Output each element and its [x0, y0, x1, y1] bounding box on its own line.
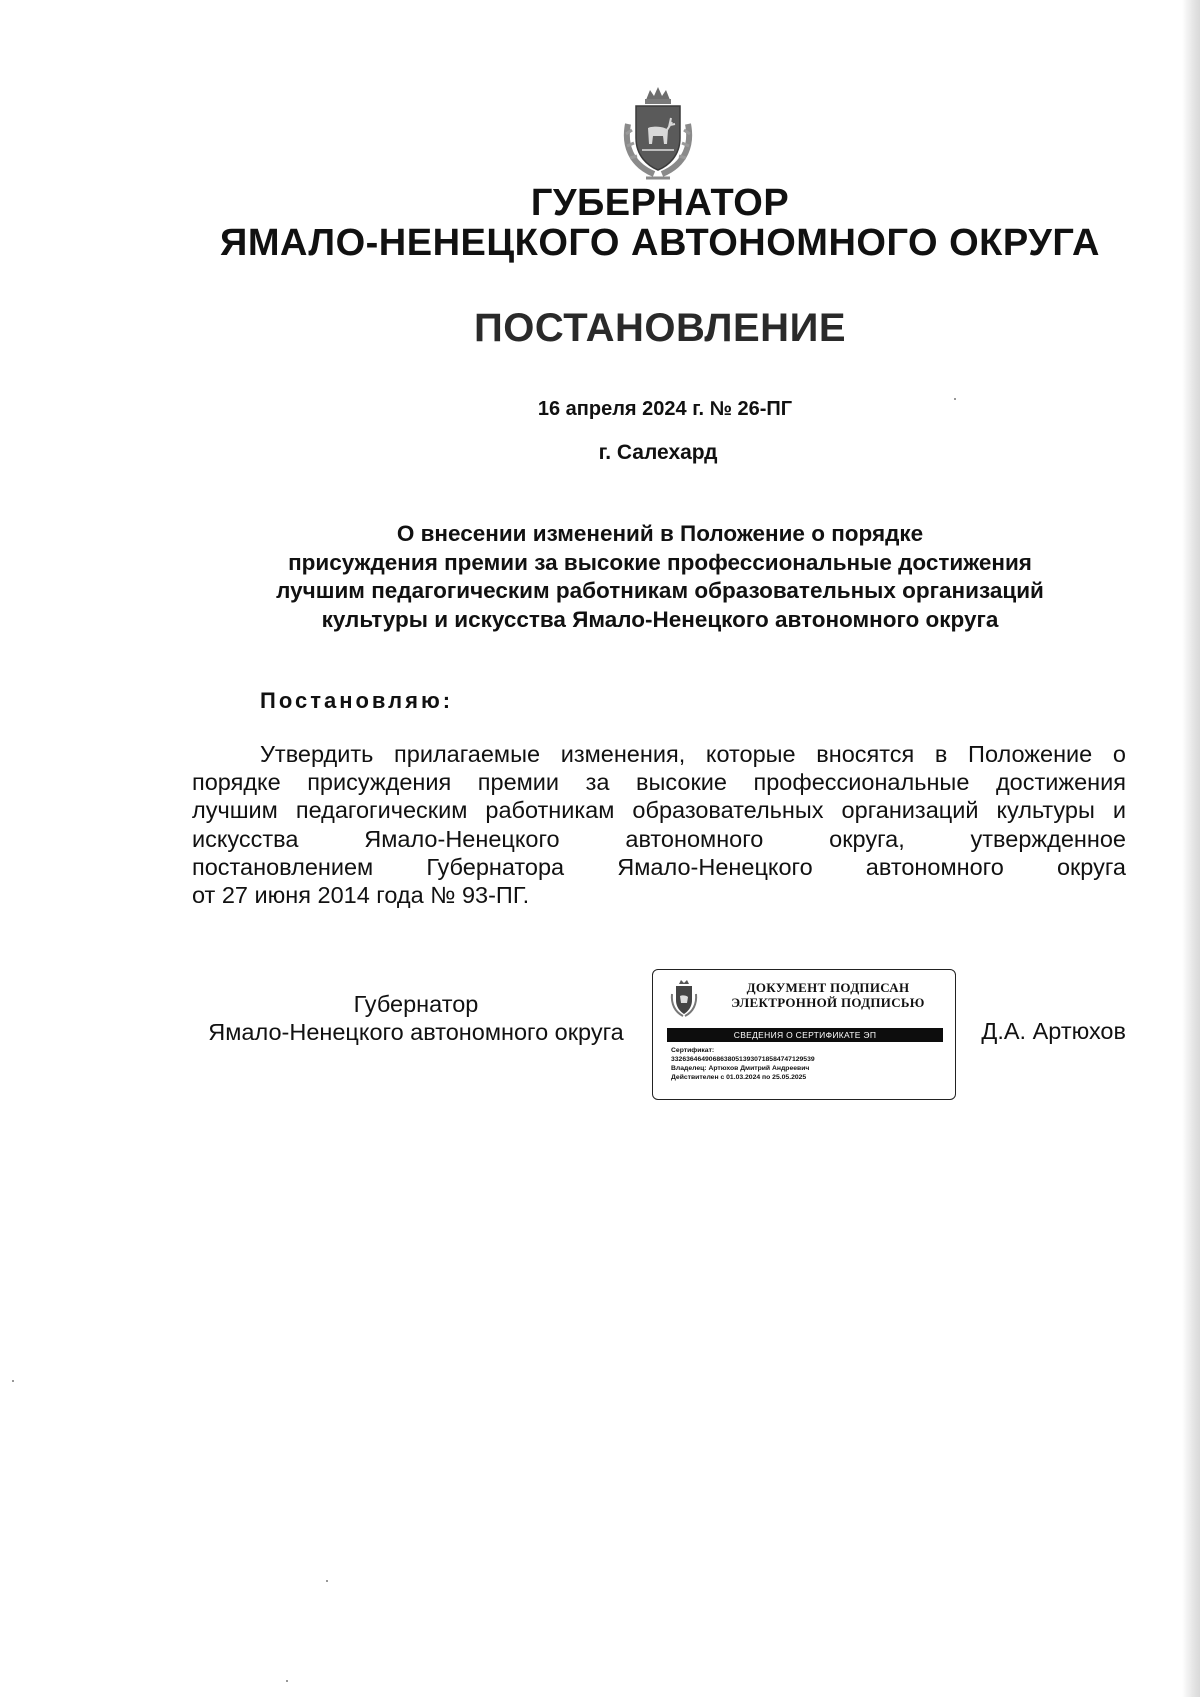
city: г. Салехард	[598, 441, 718, 464]
certificate-label: Сертификат:	[671, 1047, 715, 1054]
document-subject	[190, 520, 1130, 634]
scan-speck	[954, 398, 956, 400]
certificate-owner: Владелец: Артюхов Дмитрий Андреевич	[671, 1065, 810, 1072]
subject-line: лучшим педагогическим работникам образовательных организаций	[276, 578, 1044, 603]
signatory-name: Д.А. Артюхов	[981, 1018, 1126, 1044]
body-line: Утвердить прилагаемые изменения, которые вносятся в Положение о	[260, 741, 1126, 767]
date-and-number: 16 апреля 2024 г. № 26-ПГ	[537, 398, 793, 420]
certificate-info-bar: СВЕДЕНИЯ О СЕРТИФИКАТЕ ЭП	[667, 1028, 943, 1042]
body-line: искусства Ямало-Ненецкого автономного округа, утвержденное	[192, 825, 1126, 852]
scan-speck	[326, 1580, 328, 1582]
issuer-title-line2: ЯМАЛО-НЕНЕЦКОГО АВТОНОМНОГО ОКРУГА	[220, 222, 1100, 264]
body-line: постановлением Губернатора Ямало-Ненецкого автономного округа	[192, 853, 1126, 880]
body-line: от 27 июня 2014 года № 93-ПГ.	[192, 882, 530, 909]
certificate-details	[671, 1046, 951, 1082]
stamp-title-line1: ДОКУМЕНТ ПОДПИСАН	[746, 980, 910, 995]
issuer-title-line1: ГУБЕРНАТОР	[530, 182, 790, 224]
certificate-number: 33263646490686380513930718584747129539	[671, 1056, 815, 1063]
stamp-title	[711, 980, 945, 1010]
decree-word: Постановляю:	[260, 688, 454, 713]
subject-line: О внесении изменений в Положение о порядке	[396, 521, 924, 546]
certificate-validity: Действителен с 01.03.2024 по 25.05.2025	[671, 1074, 807, 1081]
body-line: порядке присуждения премии за высокие профессиональные достижения	[192, 769, 1126, 796]
subject-line: присуждения премии за высокие профессиональные достижения	[288, 549, 1032, 575]
subject-line: культуры и искусства Ямало-Ненецкого автономного округа	[321, 606, 999, 632]
signatory-position-line2: Ямало-Ненецкого автономного округа	[208, 1019, 624, 1045]
coat-of-arms-icon	[669, 978, 699, 1018]
signatory-position	[190, 990, 642, 1046]
scan-speck	[12, 1380, 14, 1382]
stamp-title-line2: ЭЛЕКТРОННОЙ ПОДПИСЬЮ	[731, 995, 925, 1010]
electronic-signature-stamp	[652, 969, 956, 1100]
document-type-heading: ПОСТАНОВЛЕНИЕ	[473, 306, 846, 350]
body-line: лучшим педагогическим работникам образовательных организаций культуры и	[192, 797, 1126, 824]
body-paragraph	[192, 740, 1126, 909]
scan-speck	[286, 1680, 288, 1682]
coat-of-arms-icon	[620, 84, 696, 180]
signatory-position-line1: Губернатор	[353, 991, 479, 1017]
